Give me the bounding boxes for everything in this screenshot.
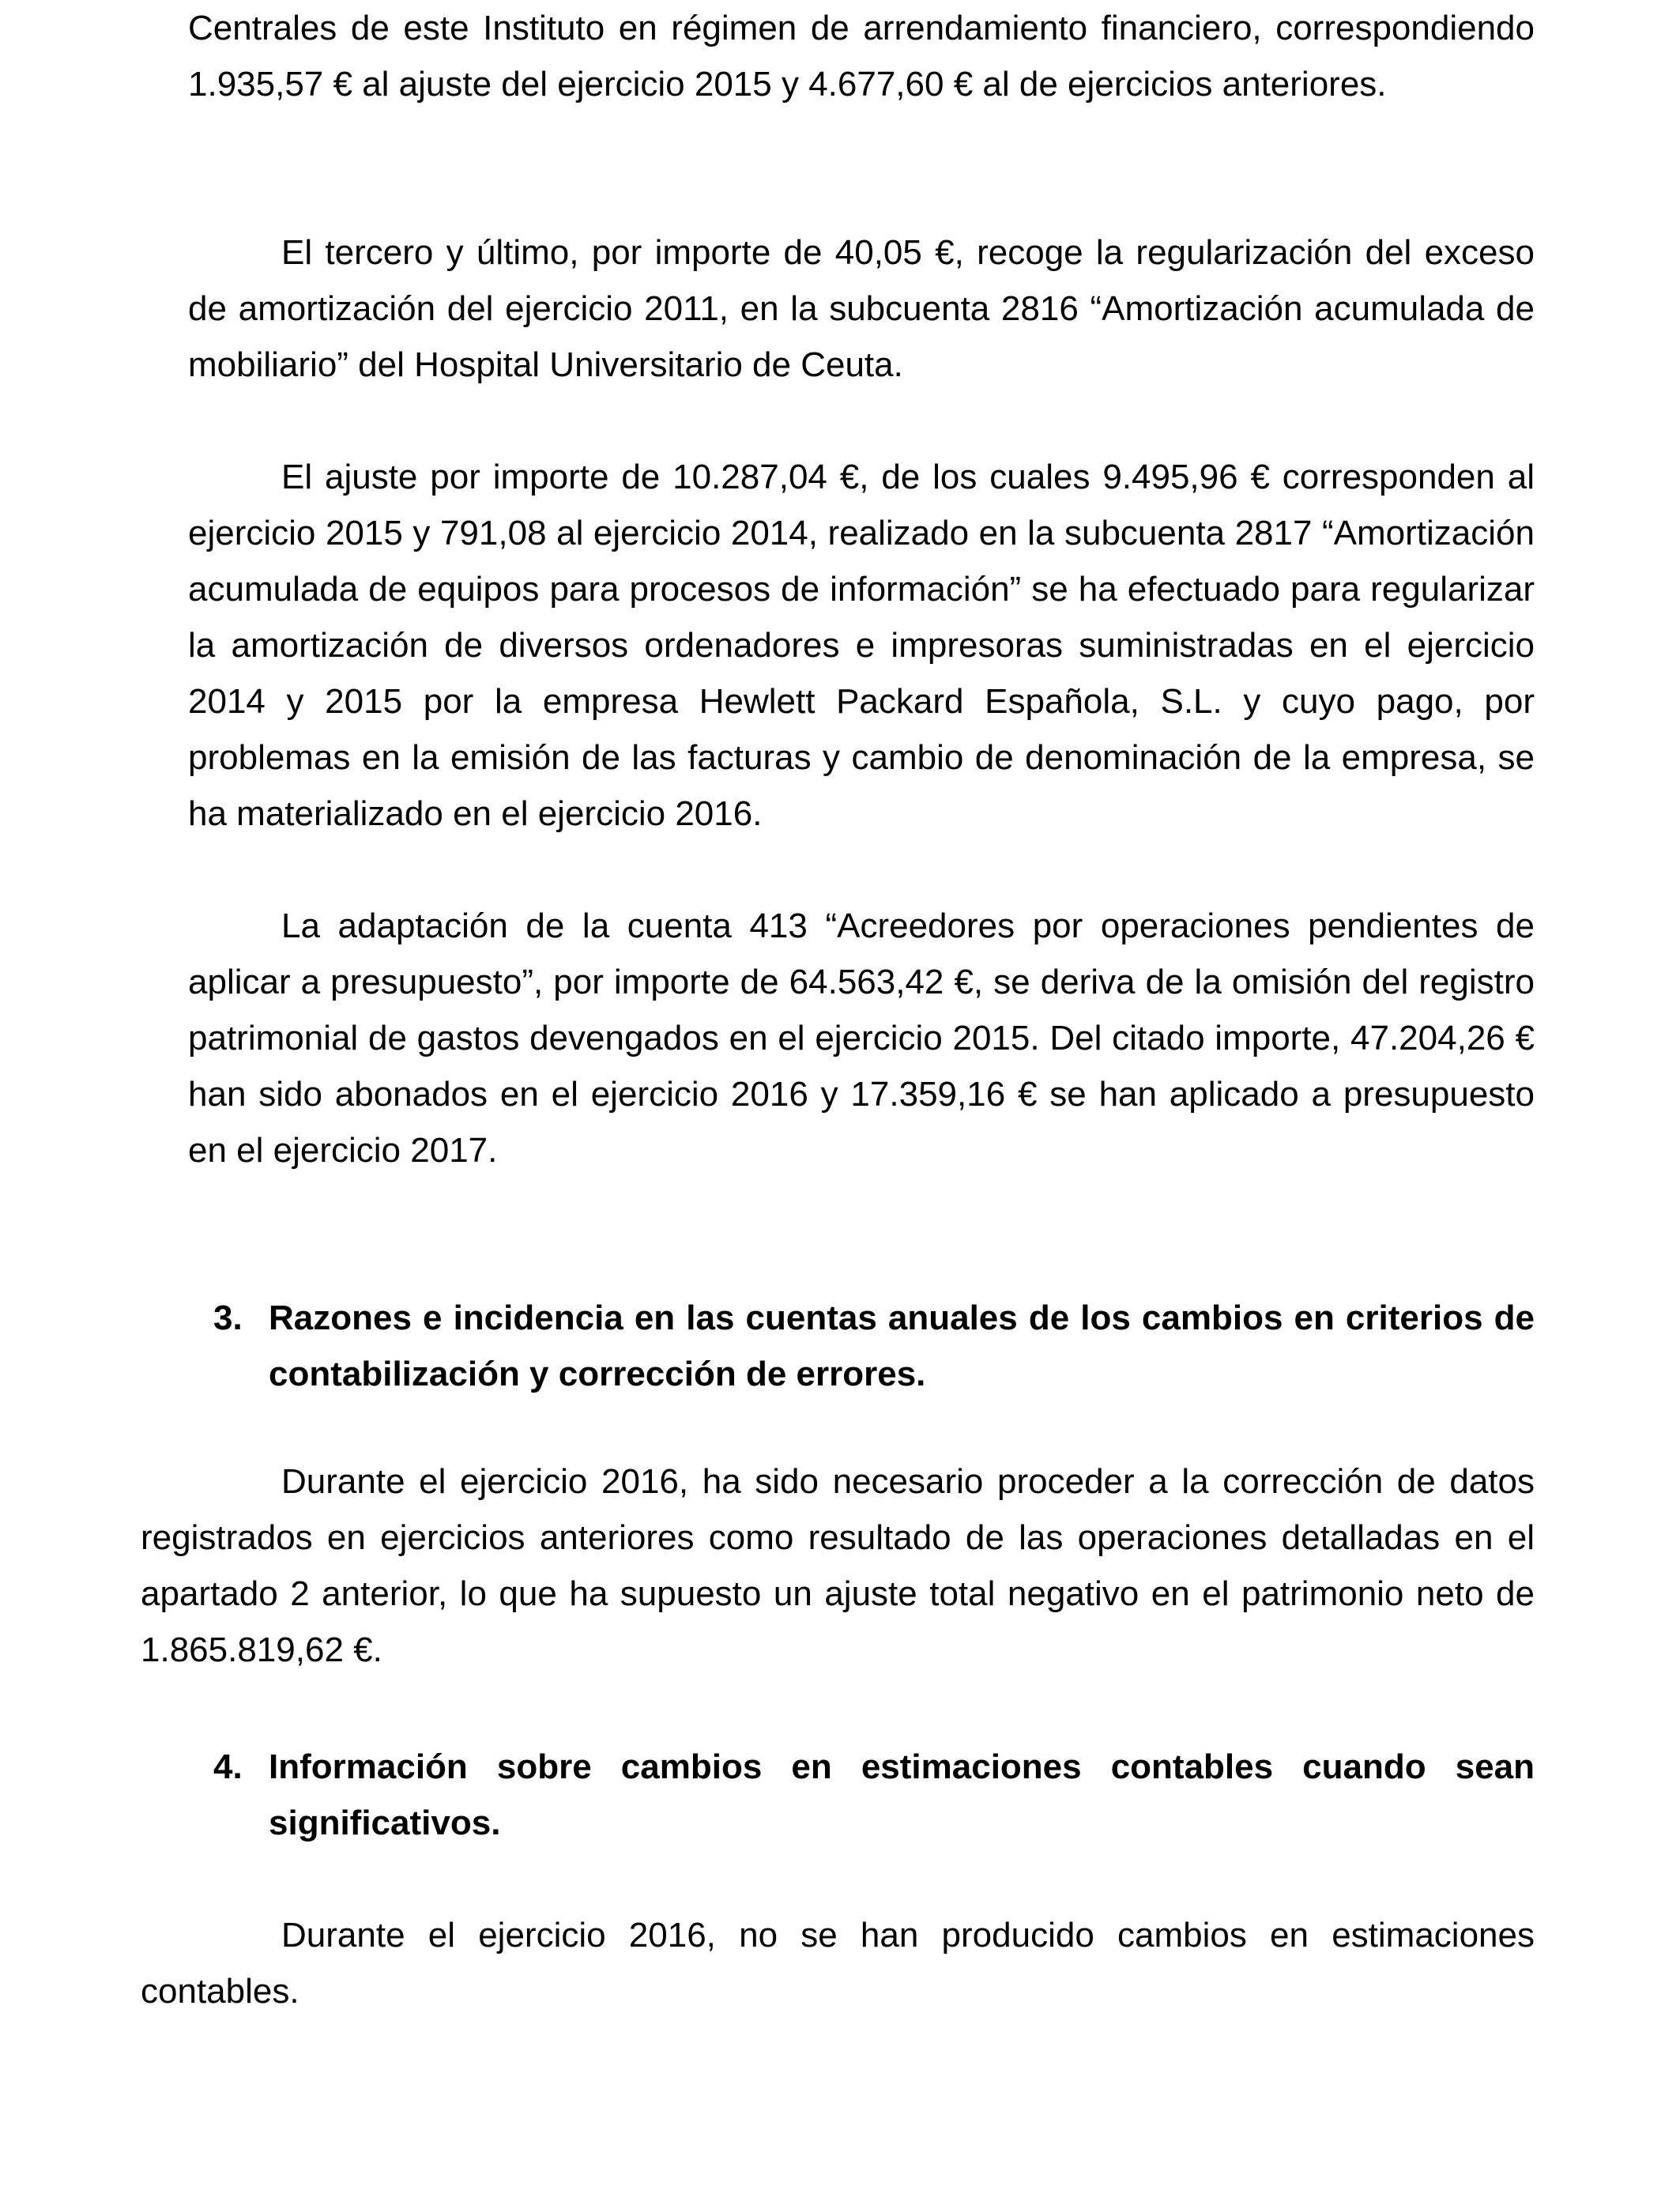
section-4-number: 4. — [213, 1747, 243, 1786]
section-4-title: Información sobre cambios en estimaciones contables cuando sean significativos. — [269, 1747, 1535, 1842]
paragraph-account-413: La adaptación de la cuenta 413 “Acreedores por operaciones pendientes de aplicar a presupuesto”, por importe de 64.563,42 €, se deriva de la omisión del registro patrimonial de gastos devengados en el ejercicio 2015. Del citado importe, 47.204,26 € han sido abonados en el ejercicio 2016 y 17.359,16 € se han aplicado a presupuesto en el ejercicio 2017. — [188, 907, 1535, 1170]
section-3-body: Durante el ejercicio 2016, ha sido necesario proceder a la corrección de datos registrados en ejercicios anteriores como resultado de las operaciones detalladas en el apartado 2 anterior, lo que ha supuesto un ajuste total negativo en el patrimonio neto de 1.865.819,62 €. — [141, 1462, 1535, 1669]
section-3-heading — [213, 1290, 1535, 1402]
section-3-title: Razones e incidencia en las cuentas anuales de los cambios en criterios de contabilización y corrección de errores. — [269, 1299, 1535, 1393]
section-3-number: 3. — [213, 1299, 243, 1337]
paragraph-third-adjustment: El tercero y último, por importe de 40,05 €, recoge la regularización del exceso de amortización del ejercicio 2011, en la subcuenta 2816 “Amortización acumulada de mobiliario” del Hospital Universitario de Ceuta. — [188, 233, 1535, 384]
paragraph-leasing-adjustment: Centrales de este Instituto en régimen de arrendamiento financiero, correspondiendo 1.935,57 € al ajuste del ejercicio 2015 y 4.677,60 € al de ejercicios anteriores. — [188, 9, 1535, 104]
section-4-body: Durante el ejercicio 2016, no se han producido cambios en estimaciones contables. — [141, 1916, 1535, 2011]
paragraph-equipment-adjustment: El ajuste por importe de 10.287,04 €, de los cuales 9.495,96 € corresponden al ejercicio 2015 y 791,08 al ejercicio 2014, realizado en la subcuenta 2817 “Amortización acumulada de equipos para procesos de información” se ha efectuado para regularizar la amortización de diversos ordenadores e impresoras suministradas en el ejercicio 2014 y 2015 por la empresa Hewlett Packard Española, S.L. y cuyo pago, por problemas en la emisión de las facturas y cambio de denominación de la empresa, se ha materializado en el ejercicio 2016. — [188, 458, 1535, 833]
section-4-heading — [213, 1739, 1535, 1851]
